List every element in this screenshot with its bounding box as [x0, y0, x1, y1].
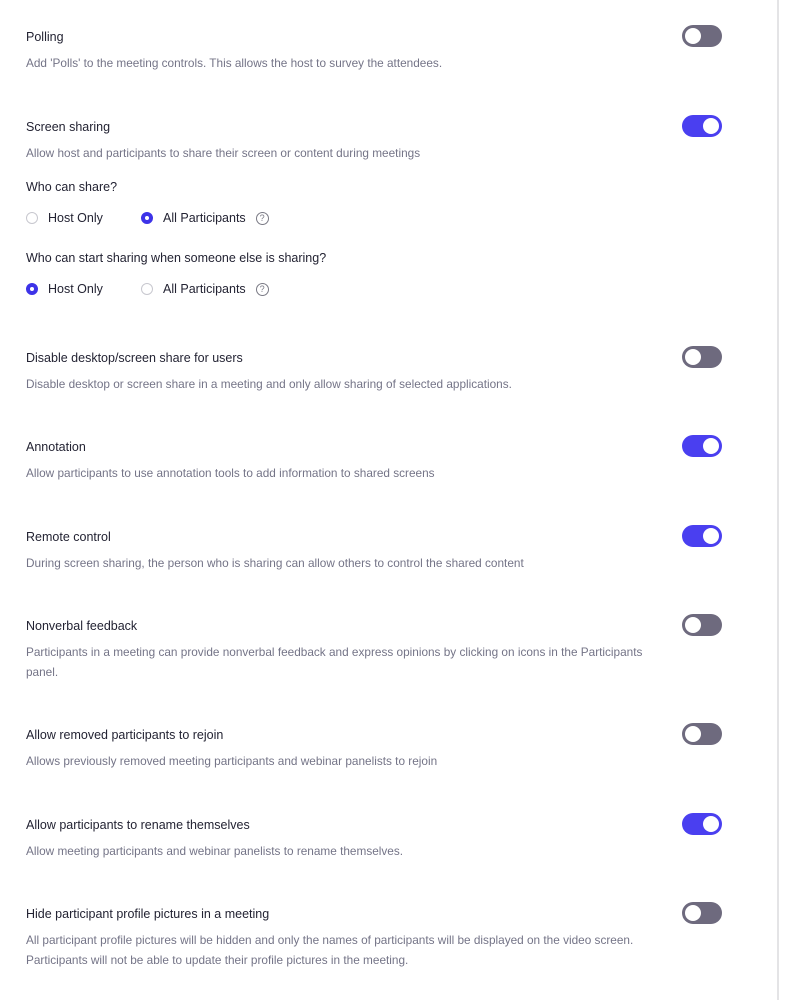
scrollbar-edge — [777, 0, 779, 1000]
setting-description: Disable desktop or screen share in a meeting and only allow sharing of selected applications. — [26, 377, 512, 391]
setting-toggle[interactable] — [682, 902, 722, 924]
radio-all-participants[interactable] — [141, 210, 246, 226]
toggle-knob — [685, 349, 701, 365]
radio-label: All Participants — [163, 282, 246, 296]
toggle-knob — [685, 617, 701, 633]
setting-title: Polling — [26, 30, 64, 44]
setting-toggle[interactable] — [682, 435, 722, 457]
setting-toggle[interactable] — [682, 346, 722, 368]
toggle-knob — [685, 28, 701, 44]
setting-title: Allow removed participants to rejoin — [26, 728, 224, 742]
setting-allow-participants-to-rename-themselves — [26, 817, 766, 861]
who-can-start-label: Who can start sharing when someone else is sharing? — [26, 251, 327, 265]
setting-toggle[interactable] — [682, 614, 722, 636]
setting-title: Nonverbal feedback — [26, 619, 138, 633]
setting-title: Disable desktop/screen share for users — [26, 351, 243, 365]
setting-hide-participant-profile-pictures-in-a-meeting — [26, 906, 766, 970]
who-can-share-radio-group — [26, 210, 269, 226]
toggle-knob — [685, 905, 701, 921]
setting-description: Participants in a meeting can provide nonverbal feedback and express opinions by clicking on icons in the Participants panel. — [26, 645, 643, 679]
who-can-share-label: Who can share? — [26, 180, 118, 194]
radio-host-only[interactable] — [26, 281, 141, 297]
setting-annotation — [26, 439, 766, 483]
setting-screen-sharing — [26, 119, 766, 163]
setting-toggle[interactable] — [682, 115, 722, 137]
setting-description: Allow participants to use annotation tools to add information to shared screens — [26, 466, 435, 480]
radio-host-only[interactable] — [26, 210, 141, 226]
toggle-knob — [685, 726, 701, 742]
setting-title: Hide participant profile pictures in a meeting — [26, 907, 270, 921]
radio-all-participants[interactable] — [141, 281, 246, 297]
setting-toggle[interactable] — [682, 723, 722, 745]
setting-allow-removed-participants-to-rejoin — [26, 727, 766, 771]
setting-description: Allow meeting participants and webinar panelists to rename themselves. — [26, 844, 404, 858]
setting-toggle[interactable] — [682, 813, 722, 835]
setting-toggle[interactable] — [682, 25, 722, 47]
setting-description: All participant profile pictures will be hidden and only the names of participants will be displayed on the video screen. Participants will not be able to update their profile pictures in the meeting. — [26, 933, 634, 967]
setting-description: Allow host and participants to share their screen or content during meetings — [26, 146, 421, 160]
radio-circle-icon[interactable] — [26, 212, 38, 224]
help-icon[interactable]: ? — [256, 283, 269, 296]
toggle-knob — [703, 118, 719, 134]
radio-label: All Participants — [163, 211, 246, 225]
setting-title: Remote control — [26, 530, 111, 544]
radio-circle-icon[interactable] — [26, 283, 38, 295]
setting-title: Screen sharing — [26, 120, 111, 134]
who-can-start-radio-group — [26, 281, 269, 297]
radio-label: Host Only — [48, 282, 103, 296]
setting-description: Add 'Polls' to the meeting controls. This allows the host to survey the attendees. — [26, 56, 443, 70]
setting-remote-control — [26, 529, 766, 573]
setting-title: Annotation — [26, 440, 86, 454]
setting-description: Allows previously removed meeting participants and webinar panelists to rejoin — [26, 754, 438, 768]
help-icon[interactable]: ? — [256, 212, 269, 225]
setting-title: Allow participants to rename themselves — [26, 818, 250, 832]
toggle-knob — [703, 438, 719, 454]
setting-polling — [26, 29, 766, 73]
radio-label: Host Only — [48, 211, 103, 225]
setting-nonverbal-feedback — [26, 618, 766, 682]
setting-description: During screen sharing, the person who is sharing can allow others to control the shared content — [26, 556, 524, 570]
radio-circle-icon[interactable] — [141, 283, 153, 295]
toggle-knob — [703, 816, 719, 832]
toggle-knob — [703, 528, 719, 544]
radio-circle-icon[interactable] — [141, 212, 153, 224]
setting-toggle[interactable] — [682, 525, 722, 547]
setting-disable-desktop-screen-share-for-users — [26, 350, 766, 394]
